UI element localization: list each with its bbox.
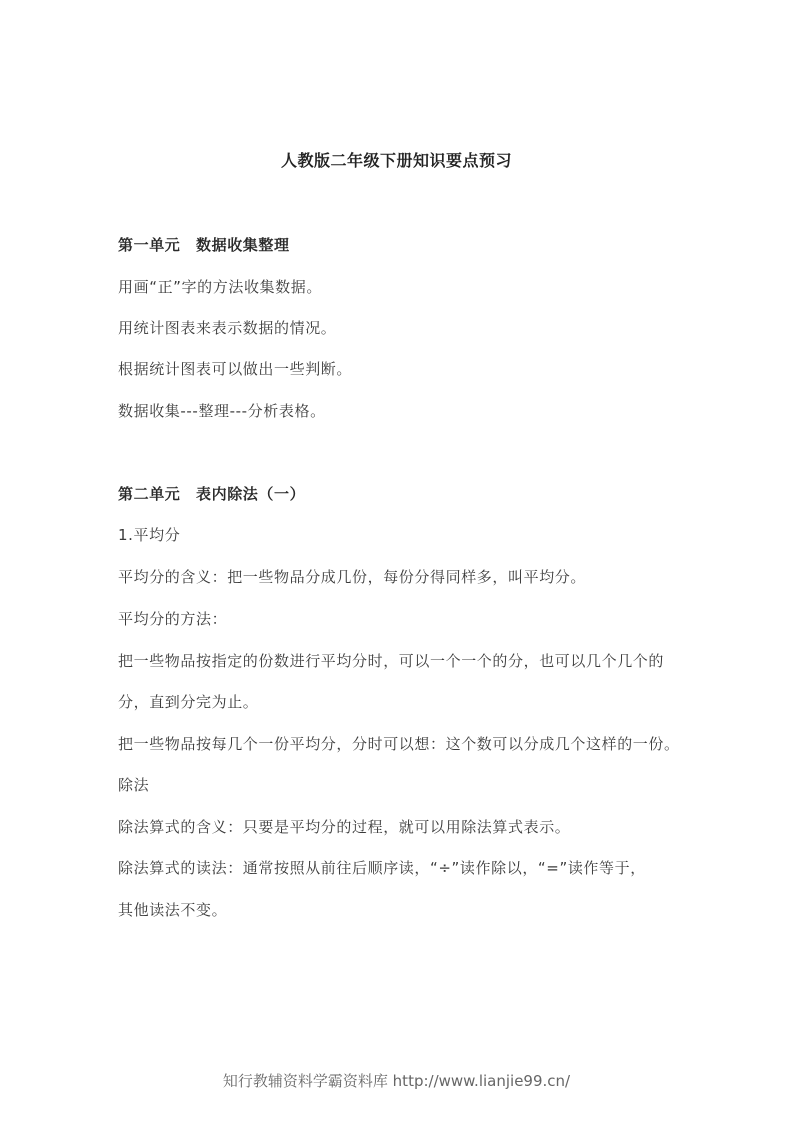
unit2-line: 除法算式的含义：只要是平均分的过程，就可以用除法算式表示。 — [118, 818, 571, 836]
unit2-line: 分，直到分完为止。 — [118, 693, 259, 711]
page-title: 人教版二年级下册知识要点预习 — [280, 151, 512, 170]
unit2-line: 平均分的含义：把一些物品分成几份，每份分得同样多，叫平均分。 — [118, 568, 587, 586]
unit2-line: 把一些物品按每几个一份平均分，分时可以想：这个数可以分成几个这样的一份。 — [118, 735, 680, 753]
footer-text: 知行教辅资料学霸资料库 http://www.lianjie99.cn/ — [222, 1072, 571, 1090]
unit2-line: 1.平均分 — [118, 526, 181, 544]
unit1-line: 数据收集---整理---分析表格。 — [118, 402, 326, 420]
unit2-line: 除法算式的读法：通常按照从前往后顺序读，“÷”读作除以，“=”读作等于， — [118, 859, 646, 877]
unit1-line: 用统计图表来表示数据的情况。 — [118, 319, 337, 337]
unit2-line: 其他读法不变。 — [118, 901, 228, 919]
unit1-line: 根据统计图表可以做出一些判断。 — [118, 360, 353, 378]
unit2-line: 除法 — [118, 776, 150, 794]
unit2-line: 平均分的方法： — [118, 610, 228, 628]
unit2-line: 把一些物品按指定的份数进行平均分时，可以一个一个的分，也可以几个几个的 — [118, 652, 665, 670]
unit1-heading: 第一单元 数据收集整理 — [118, 236, 290, 254]
unit1-line: 用画“正”字的方法收集数据。 — [118, 278, 322, 296]
unit2-heading: 第二单元 表内除法（一） — [118, 485, 306, 503]
